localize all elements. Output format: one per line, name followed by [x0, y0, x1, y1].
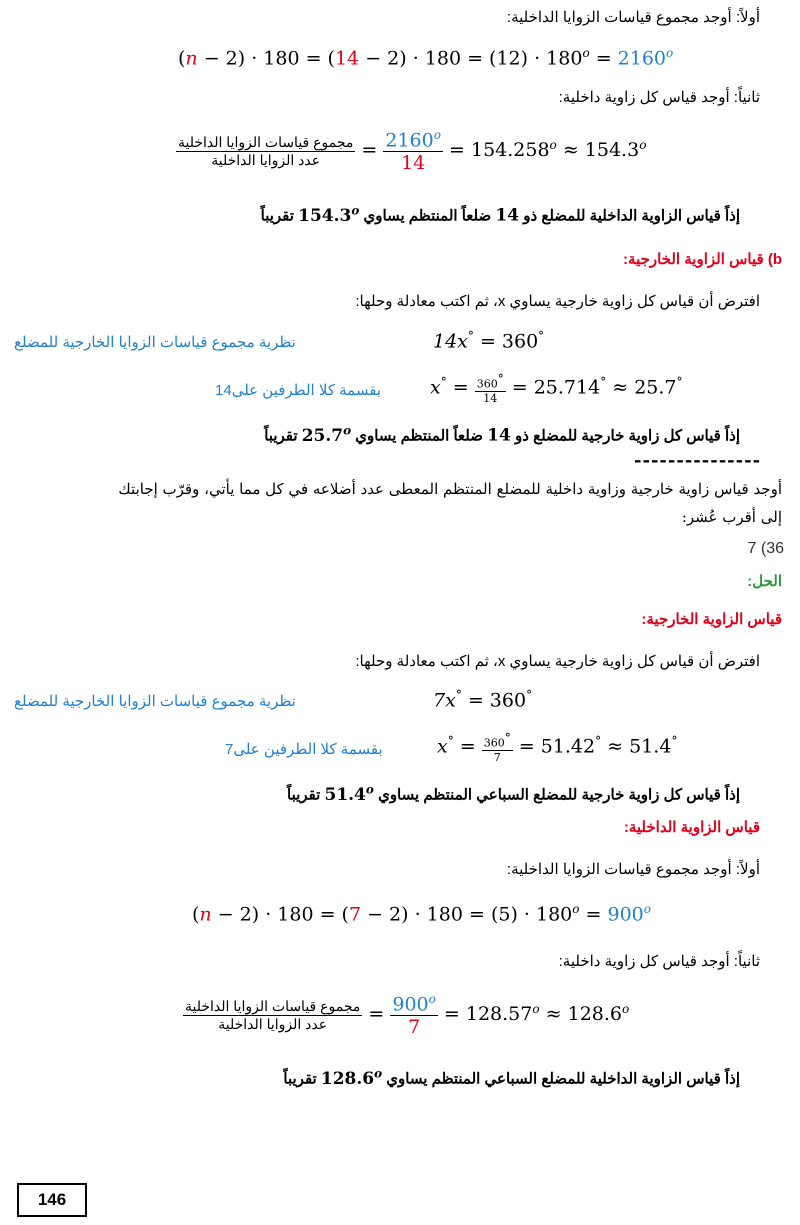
problem-line-2: إلى أقرب عُشر: [681, 508, 782, 526]
separator-dashes: --------------- [634, 450, 762, 471]
equation-7x: 7x° = 360° [433, 688, 533, 712]
step-second-label: ثانياً: أوجد قياس كل زاوية داخلية: [558, 89, 760, 106]
step-first-label-2: أولاً: أوجد مجموع قياسات الزوايا الداخلية: [506, 861, 760, 878]
equation-14x: 14x° = 360° [433, 329, 545, 353]
exterior-heading: قياس الزاوية الخارجية: [641, 611, 782, 628]
problem-line-1: أوجد قياس زاوية خارجية وزاوية داخلية للمضلع المنتظم المعطى عدد أضلاعه في كل مما يأتي، وقرّب إجابتك [118, 480, 782, 498]
assume-label-2: افترض أن قياس كل زاوية خارجية يساوي x، ثم اكتب معادلة وحلها: [355, 653, 760, 670]
page-number: 146 [17, 1183, 87, 1217]
conclusion-interior-14: إذاً قياس الزاوية الداخلية للمضلع ذو 14 ضلعاً المنتظم يساوي 154.3$^o$ تقريباً [260, 203, 740, 226]
conclusion-interior-7: إذاً قياس الزاوية الداخلية للمضلع السباعي المنتظم يساوي 128.6$^o$ تقريباً [283, 1066, 740, 1089]
problem-item: 7 (36 [747, 540, 784, 557]
step-first-label: أولاً: أوجد مجموع قياسات الزوايا الداخلية: [506, 9, 760, 26]
interior-heading: قياس الزاوية الداخلية: [623, 819, 760, 836]
sum-equation-2: $(n - 2) \cdot 180 = (7 - 2) \cdot 180 = (5) \cdot 180^o = 900^o$ [192, 902, 651, 926]
theorem-label-2: نظرية مجموع قياسات الزوايا الخارجية للمضلع [14, 693, 296, 710]
equation-x-7: x° = $\frac{360^\circ}{7}$ = 51.42° ≈ 51.4° [437, 731, 678, 764]
solution-label: الحل: [747, 573, 782, 590]
sum-equation: $(n - 2) \cdot 180 = (14 - 2) \cdot 180 = (12) \cdot 180^o = 2160^o$ [178, 46, 674, 70]
equation-x-14: x° = $\frac{360^\circ}{14}$ = 25.714° ≈ 25.7° [430, 372, 683, 405]
conclusion-exterior-14: إذاً قياس كل زاوية خارجية للمضلع ذو 14 ضلعاً المنتظم يساوي 25.7$^o$ تقريباً [264, 423, 740, 446]
divide-14-label: بقسمة كلا الطرفين على14 [215, 382, 381, 399]
interior-angle-equation-2: $\frac{\text{مجموع قياسات الزوايا الداخلية}}{\text{عدد الزوايا الداخلية}}$ = $\frac{900^o}{7}$ = $128.57^o \approx 128.6^o$ [185, 992, 630, 1039]
interior-angle-equation: $\frac{\text{مجموع قياسات الزوايا الداخلية}}{\text{عدد الزوايا الداخلية}}$ = $\frac{2160^o}{14}$ = $154.258^o \approx 154.3^o$ [178, 128, 647, 175]
theorem-label: نظرية مجموع قياسات الزوايا الخارجية للمضلع [14, 334, 296, 351]
step-second-label-2: ثانياً: أوجد قياس كل زاوية داخلية: [558, 953, 760, 970]
assume-label: افترض أن قياس كل زاوية خارجية يساوي x، ثم اكتب معادلة وحلها: [355, 293, 760, 310]
section-b-heading: b) قياس الزاوية الخارجية: [623, 251, 782, 268]
divide-7-label: بقسمة كلا الطرفين على7 [225, 741, 383, 758]
conclusion-exterior-7: إذاً قياس كل زاوية خارجية للمضلع السباعي المنتظم يساوي 51.4$^o$ تقريباً [287, 782, 740, 805]
